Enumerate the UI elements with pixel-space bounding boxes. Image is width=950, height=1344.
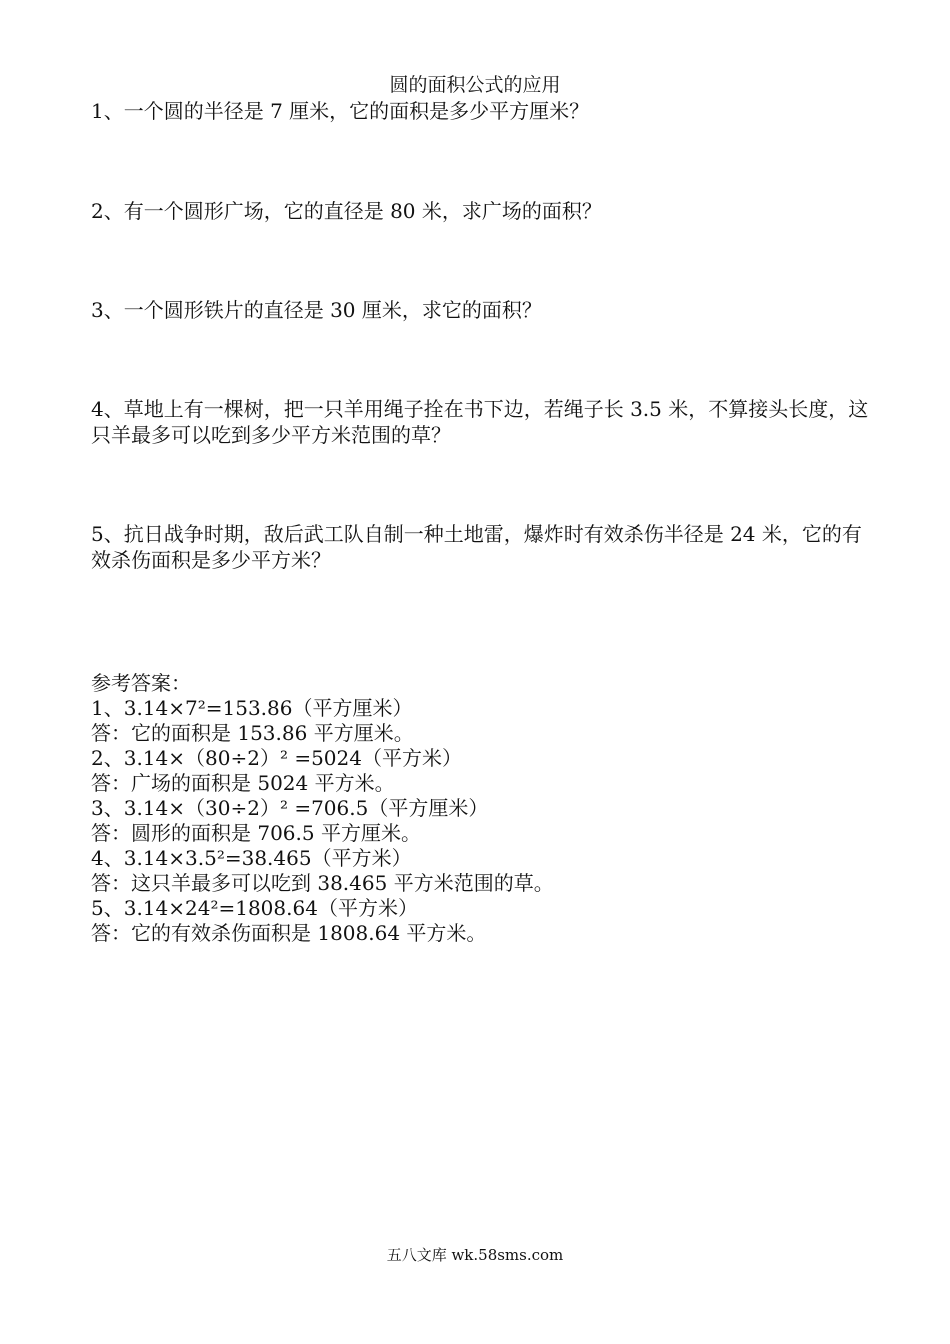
answer-2-statement: 答：广场的面积是 5024 平方米。	[91, 771, 395, 795]
question-2: 2、有一个圆形广场，它的直径是 80 米，求广场的面积？	[91, 199, 602, 223]
answer-3-statement: 答：圆形的面积是 706.5 平方厘米。	[91, 821, 421, 845]
answer-1-formula: 1、3.14×7²=153.86（平方厘米）	[91, 696, 413, 720]
answer-1-statement: 答：它的面积是 153.86 平方厘米。	[91, 721, 414, 745]
answer-key	[91, 671, 881, 946]
page-footer: 五八文库 wk.58sms.com	[386, 1246, 564, 1264]
page-title: 圆的面积公式的应用	[389, 74, 561, 96]
question-4: 4、草地上有一棵树，把一只羊用绳子拴在书下边，若绳子长 3.5 米，不算接头长度，这只羊最多可以吃到多少平方米范围的草？	[91, 397, 869, 447]
question-3: 3、一个圆形铁片的直径是 30 厘米，求它的面积？	[91, 298, 542, 322]
answer-3-formula: 3、3.14×（30÷2）² =706.5（平方厘米）	[91, 796, 489, 820]
answer-5-formula: 5、3.14×24²=1808.64（平方米）	[91, 896, 418, 920]
answer-5-statement: 答：它的有效杀伤面积是 1808.64 平方米。	[91, 921, 487, 945]
question-1: 1、一个圆的半径是 7 厘米，它的面积是多少平方厘米？	[91, 99, 590, 123]
answer-key-heading: 参考答案：	[91, 671, 191, 695]
answer-4-statement: 答：这只羊最多可以吃到 38.465 平方米范围的草。	[91, 871, 554, 895]
answer-2-formula: 2、3.14×（80÷2）² =5024（平方米）	[91, 746, 462, 770]
answer-4-formula: 4、3.14×3.5²=38.465（平方米）	[91, 846, 412, 870]
question-5: 5、抗日战争时期，敌后武工队自制一种土地雷，爆炸时有效杀伤半径是 24 米，它的有效杀伤面积是多少平方米？	[91, 522, 862, 572]
